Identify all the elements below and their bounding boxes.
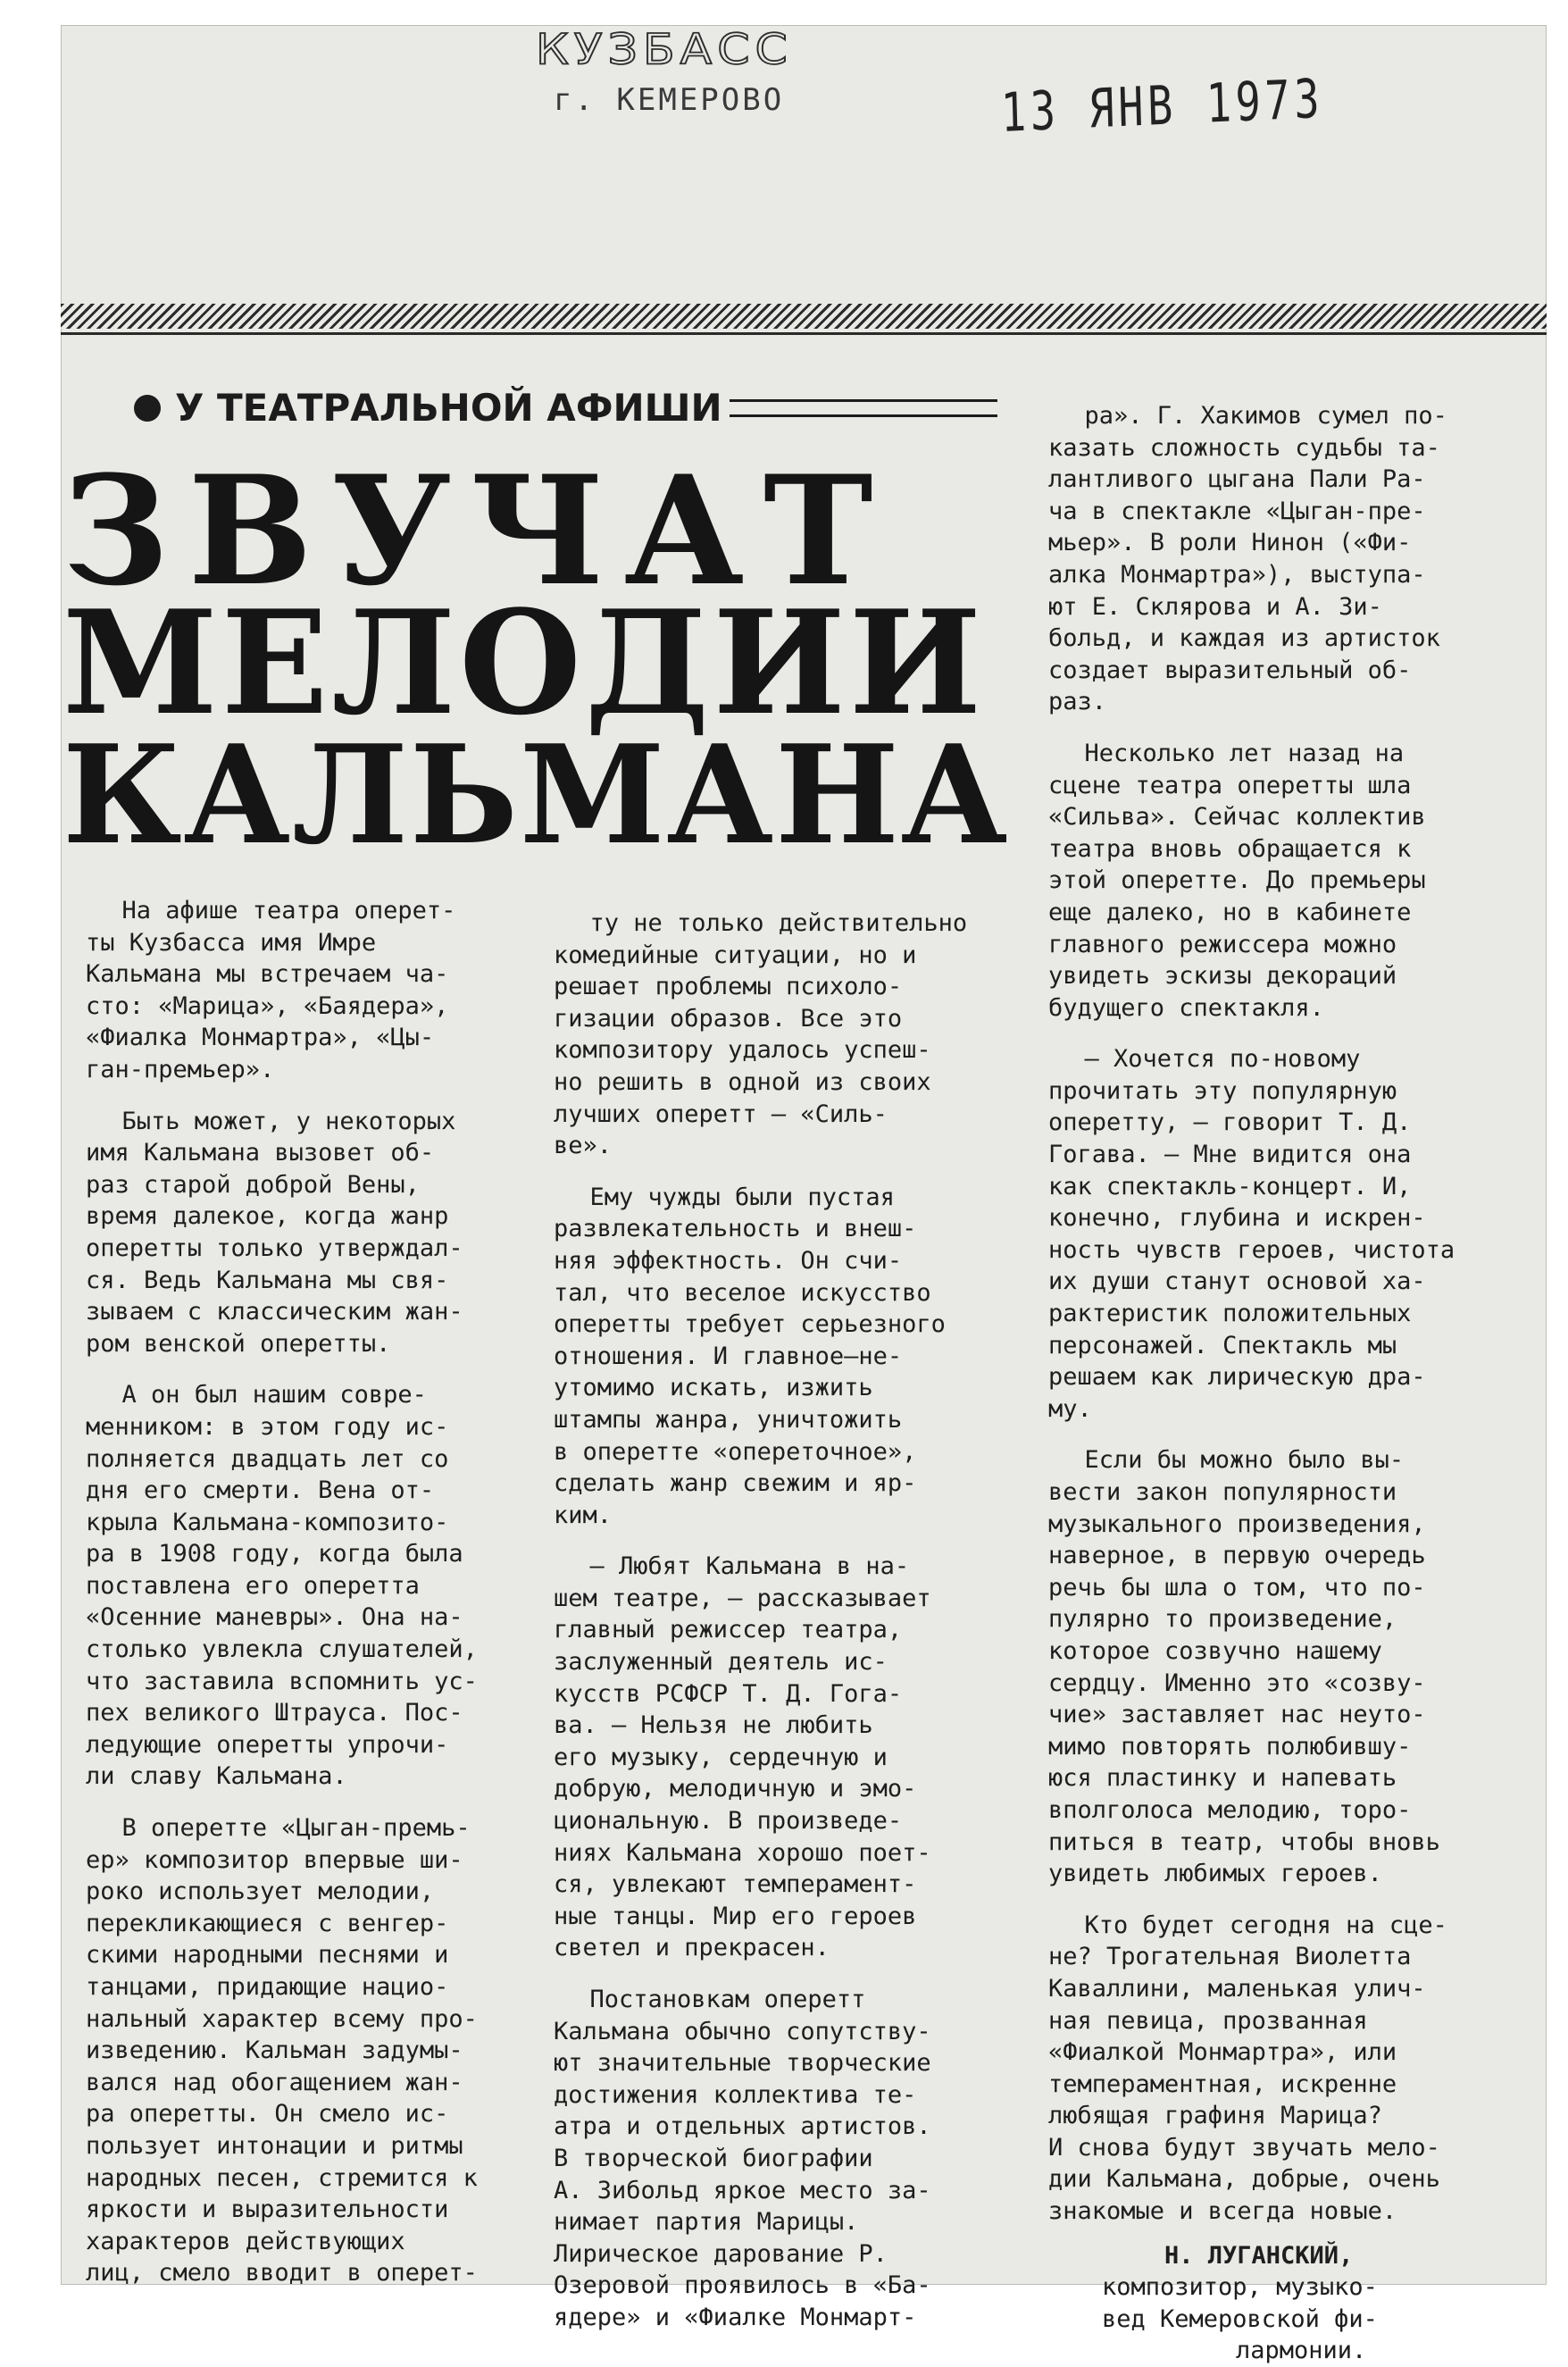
text-line: ные танцы. Мир его героев <box>554 1902 917 1930</box>
text-line: отношения. И главное—не- <box>554 1342 903 1370</box>
text-line: ер» композитор впервые ши- <box>86 1845 463 1874</box>
text-line: которое созвучно нашему <box>1048 1636 1382 1665</box>
text-line: му. <box>1048 1394 1092 1423</box>
text-line: ли славу Кальмана. <box>86 1762 347 1791</box>
text-line: Каваллини, маленькая улич- <box>1048 1974 1426 2003</box>
text-line: время далекое, когда жанр <box>86 1202 449 1231</box>
text-line: пользует интонации и ритмы <box>86 2131 463 2160</box>
text-line: яркости и выразительности <box>86 2196 449 2224</box>
text-line: сделать жанр свежим и яр- <box>554 1469 917 1498</box>
paragraph-gap <box>1048 1890 1538 1910</box>
text-line: мьер». В роли Нинон («Фи- <box>1048 529 1412 557</box>
text-line: роко использует мелодии, <box>86 1878 435 1906</box>
text-line: светел и прекрасен. <box>554 1934 830 1962</box>
text-line: добрую, мелодичную и эмо- <box>554 1775 917 1803</box>
text-line: ча в спектакле «Цыган-пре- <box>1048 497 1426 525</box>
text-line: — Любят Кальмана в на- <box>589 1552 910 1581</box>
text-line: но решить в одной из своих <box>554 1067 931 1096</box>
text-line: что заставила вспомнить ус- <box>86 1667 478 1695</box>
article-column-3 <box>1048 400 1538 2367</box>
handwritten-date: 13 ЯНВ 1973 <box>1000 67 1325 145</box>
text-line: главный режиссер театра, <box>554 1616 903 1644</box>
text-line: театра вновь обращается к <box>1048 834 1412 863</box>
text-line: столько увлекла слушателей, <box>86 1635 478 1664</box>
text-line: заслуженный деятель ис- <box>554 1648 888 1677</box>
text-line: ты Кузбасса имя Имре <box>86 928 377 957</box>
text-line: А. Зибольд яркое место за- <box>554 2176 931 2204</box>
text-line: создает выразительный об- <box>1048 656 1412 684</box>
author-title-line: лармонии. <box>1236 2337 1367 2365</box>
paragraph-gap <box>554 1162 1018 1182</box>
text-line: этой оперетте. До премьеры <box>1048 866 1426 895</box>
text-line: «Осенние маневры». Она на- <box>86 1603 463 1632</box>
text-line: ва. — Нельзя не любить <box>554 1711 873 1740</box>
text-line: как спектакль-концерт. И, <box>1048 1172 1412 1200</box>
text-line: изведению. Кальман задумы- <box>86 2037 463 2065</box>
text-line: ра оперетты. Он смело ис- <box>86 2100 449 2129</box>
text-line: ют Е. Склярова и А. Зи- <box>1048 592 1382 621</box>
text-line: больд, и каждая из артисток <box>1048 624 1440 653</box>
text-line: ядере» и «Фиалке Монмарт- <box>554 2303 917 2331</box>
article-column-2 <box>554 907 1018 2334</box>
bullet-icon <box>134 395 161 422</box>
paragraph <box>1048 1043 1538 1425</box>
paragraph <box>1048 738 1538 1024</box>
text-line: раз. <box>1048 688 1107 716</box>
text-line: Несколько лет назад на <box>1084 739 1405 767</box>
text-line: сто: «Марица», «Баядера», <box>86 991 449 1020</box>
text-line: Быть может, у некоторых <box>121 1107 456 1135</box>
text-line: еще далеко, но в кабинете <box>1048 898 1412 926</box>
text-line: прочитать эту популярную <box>1048 1076 1397 1105</box>
text-line: конечно, глубина и искрен- <box>1048 1204 1426 1233</box>
text-line: тал, что веселое искусство <box>554 1278 931 1307</box>
paragraph <box>86 1106 532 1360</box>
text-line: И снова будут звучать мело- <box>1048 2133 1440 2162</box>
text-line: Кто будет сегодня на сце- <box>1084 1911 1447 1939</box>
text-line: ган-премьер». <box>86 1055 275 1083</box>
text-line: чие» заставляет нас неуто- <box>1048 1701 1426 1729</box>
text-line: Кальмана обычно сопутству- <box>554 2017 931 2045</box>
text-line: — Хочется по-новому <box>1084 1045 1361 1074</box>
text-line: увидеть любимых героев. <box>1048 1860 1382 1888</box>
text-line: темпераментная, искренне <box>1048 2070 1397 2098</box>
rubric-heading <box>134 386 997 430</box>
text-line: вести закон популярности <box>1048 1478 1397 1506</box>
text-line: нимает партия Марицы. <box>554 2208 859 2237</box>
author-title-line: вед Кемеровской фи- <box>1102 2304 1378 2333</box>
paragraph <box>1048 400 1538 718</box>
text-line: вполголоса мелодию, торо- <box>1048 1795 1412 1824</box>
text-line: В творческой биографии <box>554 2144 873 2172</box>
text-line: питься в театр, чтобы вновь <box>1048 1828 1440 1856</box>
divider-rule <box>61 332 1547 335</box>
text-line: композитору удалось успеш- <box>554 1036 931 1065</box>
text-line: наверное, в первую очередь <box>1048 1542 1426 1570</box>
rubric-label: У ТЕАТРАЛЬНОЙ АФИШИ <box>175 386 722 430</box>
text-line: А он был нашим совре- <box>121 1381 427 1409</box>
rubric-rule <box>730 399 997 417</box>
text-line: ром венской оперетты. <box>86 1329 391 1358</box>
text-line: ту не только действительно <box>589 909 968 937</box>
text-line: казать сложность судьбы та- <box>1048 433 1440 462</box>
text-line: Гогава. — Мне видится она <box>1048 1141 1412 1169</box>
text-line: дии Кальмана, добрые, очень <box>1048 2165 1440 2194</box>
text-line: крыла Кальмана-композито- <box>86 1508 449 1536</box>
text-line: имя Кальмана вызовет об- <box>86 1139 435 1167</box>
text-line: персонажей. Спектакль мы <box>1048 1331 1397 1359</box>
text-line: Кальмана мы встречаем ча- <box>86 960 449 989</box>
text-line: музыкального произведения, <box>1048 1510 1426 1538</box>
stamp-newspaper-name: КУЗБАСС <box>536 26 793 75</box>
text-line: в оперетте «опереточное», <box>554 1437 917 1466</box>
text-line: будущего спектакля. <box>1048 993 1324 1022</box>
text-line: ра». Г. Хакимов сумел по- <box>1084 402 1447 430</box>
text-line: В оперетте «Цыган-премь- <box>121 1814 471 1843</box>
text-line: кусств РСФСР Т. Д. Гога- <box>554 1679 903 1708</box>
stamp-city: г. КЕМЕРОВО <box>554 82 785 118</box>
text-line: оперетты требует серьезного <box>554 1310 946 1339</box>
text-line: гизации образов. Все это <box>554 1004 903 1033</box>
paragraph-gap <box>1048 718 1538 738</box>
text-line: пулярно то произведение, <box>1048 1605 1397 1634</box>
headline-line: КАЛЬМАНА <box>63 715 1010 874</box>
text-line: штампы жанра, уничтожить <box>554 1405 903 1434</box>
text-line: утомимо искать, изжить <box>554 1374 873 1402</box>
text-line: «Сильва». Сейчас коллектив <box>1048 803 1426 832</box>
text-line: ниях Кальмана хорошо поет- <box>554 1838 931 1867</box>
text-line: Озеровой проявилось в «Ба- <box>554 2271 931 2300</box>
text-line: сердцу. Именно это «созву- <box>1048 1669 1426 1697</box>
text-line: «Фиалка Монмартра», «Цы- <box>86 1024 435 1052</box>
text-line: ность чувств героев, чистота <box>1048 1235 1455 1264</box>
text-line: народных песен, стремится к <box>86 2163 478 2192</box>
text-line: сцене театра оперетты шла <box>1048 771 1412 799</box>
paragraph <box>554 907 1018 1162</box>
text-line: ся, увлекают темперамент- <box>554 1870 917 1899</box>
text-line: оперетты только утверждал- <box>86 1234 463 1262</box>
text-line: оперетту, — говорит Т. Д. <box>1048 1108 1412 1137</box>
text-line: ве». <box>554 1132 613 1160</box>
text-line: ная певица, прозванная <box>1048 2006 1368 2035</box>
text-line: циональную. В произведе- <box>554 1807 903 1836</box>
text-line: скими народными песнями и <box>86 1941 449 1970</box>
text-line: не? Трогательная Виолетта <box>1048 1943 1412 1971</box>
text-line: ра в 1908 году, когда была <box>86 1540 463 1568</box>
paragraph <box>86 1812 532 2289</box>
text-line: дня его смерти. Вена от- <box>86 1476 435 1505</box>
paragraph-gap <box>86 1793 532 1812</box>
article-headline <box>63 442 1027 874</box>
text-line: главного режиссера можно <box>1048 930 1397 958</box>
text-line: решает проблемы психоло- <box>554 973 903 1001</box>
author-title-line: композитор, музыко- <box>1102 2273 1378 2302</box>
text-line: Постановкам оперетт <box>589 1986 866 2013</box>
paragraph-gap <box>554 1531 1018 1551</box>
text-line: комедийные ситуации, но и <box>554 941 917 969</box>
text-line: менником: в этом году ис- <box>86 1412 449 1441</box>
text-line: лантливого цыгана Пали Ра- <box>1048 465 1426 494</box>
text-line: танцами, придающие нацио- <box>86 1973 449 2001</box>
text-line: Если бы можно было вы- <box>1084 1446 1405 1475</box>
paragraph-gap <box>554 1964 1018 1984</box>
article-column-1 <box>86 895 532 2289</box>
text-line: Лирическое дарование Р. <box>554 2239 888 2268</box>
text-line: его музыку, сердечную и <box>554 1743 888 1771</box>
text-line: алка Монмартра»), выступа- <box>1048 560 1426 589</box>
author-signature <box>1048 2240 1538 2367</box>
text-line: развлекательность и внеш- <box>554 1215 917 1243</box>
text-line: раз старой доброй Вены, <box>86 1170 420 1199</box>
text-line: решаем как лирическую дра- <box>1048 1363 1426 1392</box>
text-line: юся пластинку и напевать <box>1048 1764 1397 1793</box>
text-line: увидеть эскизы декораций <box>1048 962 1397 991</box>
newspaper-stamp <box>536 27 793 118</box>
paragraph-gap <box>1048 1024 1538 1043</box>
text-line: лучших оперетт — «Силь- <box>554 1100 888 1128</box>
text-line: лиц, смело вводит в оперет- <box>86 2259 478 2288</box>
headline-line: МЕЛОДИИ <box>63 579 986 747</box>
text-line: речь бы шла о том, что по- <box>1048 1573 1426 1602</box>
text-line: их души станут основой ха- <box>1048 1267 1426 1296</box>
paragraph <box>1048 1910 1538 2228</box>
paragraph <box>554 1551 1018 1964</box>
text-line: нальный характер всему про- <box>86 2004 478 2033</box>
text-line: полняется двадцать лет со <box>86 1444 449 1473</box>
text-line: мимо повторять полюбившу- <box>1048 1732 1412 1761</box>
text-line: атра и отдельных артистов. <box>554 2112 931 2141</box>
text-line: вался над обогащением жан- <box>86 2068 463 2096</box>
text-line: знакомые и всегда новые. <box>1048 2197 1397 2226</box>
text-line: Ему чужды были пустая <box>589 1183 895 1211</box>
text-line: любящая графиня Марица? <box>1048 2102 1382 2130</box>
text-line: шем театре, — рассказывает <box>554 1584 931 1612</box>
author-name: Н. ЛУГАНСКИЙ, <box>1164 2241 1354 2270</box>
paragraph <box>1048 1444 1538 1889</box>
text-line: На афише театра оперет- <box>121 897 456 924</box>
text-line: характеров действующих <box>86 2227 405 2255</box>
paragraph <box>554 1984 1018 2334</box>
text-line: ся. Ведь Кальмана мы свя- <box>86 1266 449 1294</box>
text-line: пех великого Штрауса. Пос- <box>86 1699 463 1727</box>
text-line: перекликающиеся с венгер- <box>86 1909 449 1937</box>
text-line: рактеристик положительных <box>1048 1300 1412 1328</box>
text-line: няя эффектность. Он счи- <box>554 1246 903 1275</box>
headline-line: ЗВУЧАТ <box>63 442 893 619</box>
paragraph-gap <box>86 1086 532 1106</box>
text-line: достижения коллектива те- <box>554 2080 917 2109</box>
text-line: «Фиалкой Монмартра», или <box>1048 2038 1397 2067</box>
text-line: зываем с классическим жан- <box>86 1298 463 1326</box>
paragraph-gap <box>86 1359 532 1379</box>
hatched-divider <box>61 304 1547 329</box>
paragraph <box>86 1379 532 1793</box>
text-line: ким. <box>554 1501 613 1529</box>
paragraph-gap <box>1048 1425 1538 1444</box>
paragraph <box>86 895 532 1086</box>
text-line: ледующие оперетты упрочи- <box>86 1730 449 1759</box>
paragraph <box>554 1182 1018 1532</box>
text-line: ют значительные творческие <box>554 2049 931 2078</box>
text-line: поставлена его оперетта <box>86 1571 420 1600</box>
